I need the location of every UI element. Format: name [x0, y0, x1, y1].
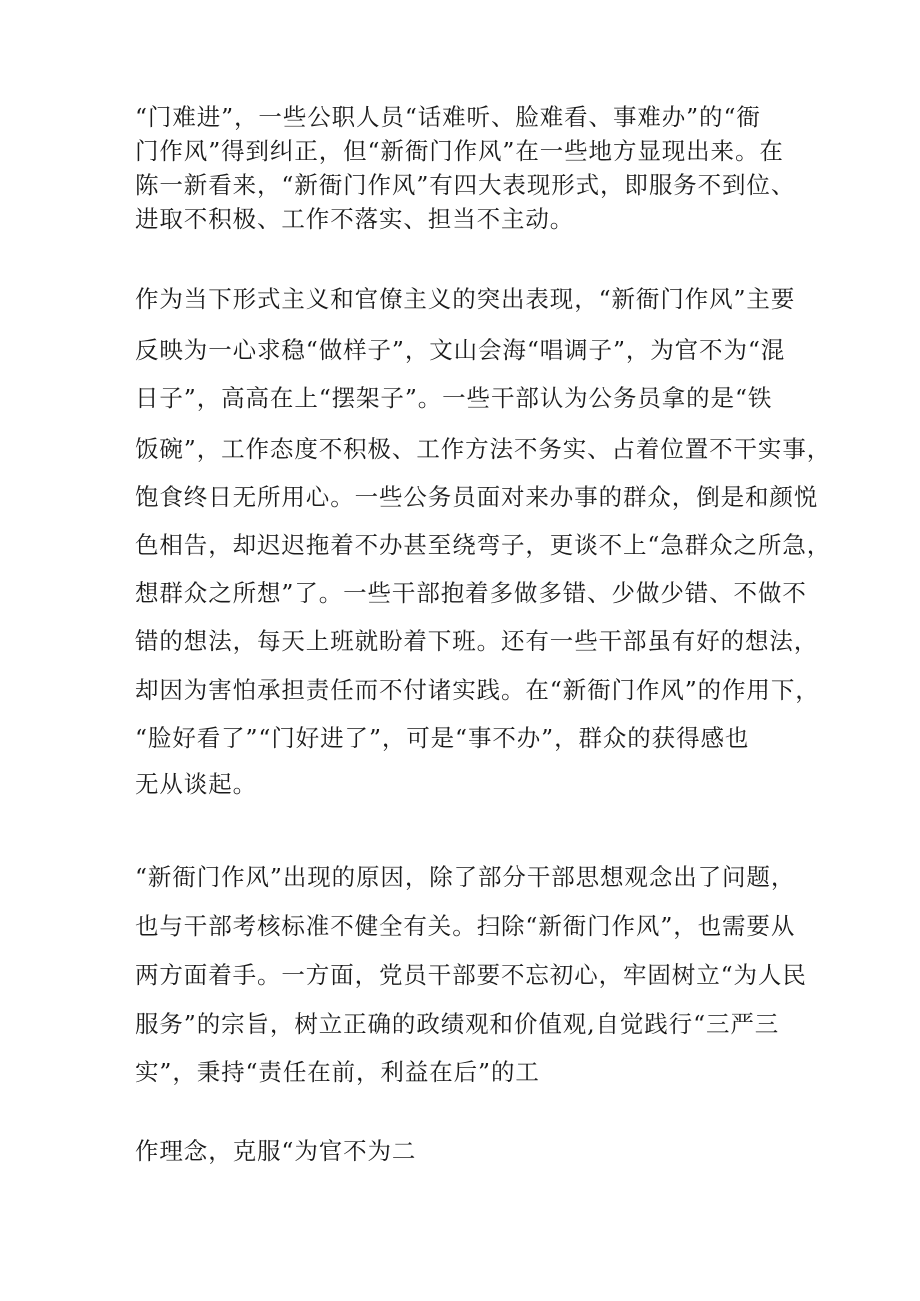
text-line: “新衙门作风”出现的原因，除了部分干部思想观念出了问题，: [135, 863, 796, 891]
text-line: 想群众之所想”了。一些干部抱着多做多错、少做少错、不做不: [135, 579, 807, 607]
text-line: 作理念，克服“为官不为二: [135, 1137, 417, 1165]
text-line: 却因为害怕承担责任而不付诸实践。在“新衙门作风”的作用下，: [135, 676, 820, 704]
text-line: 无从谈起。: [135, 770, 257, 798]
text-line: 日子”，高高在上“摆架子”。一些干部认为公务员拿的是“铁: [135, 384, 773, 412]
text-line: 服务”的宗旨，树立正确的政绩观和价值观,自觉践行“三严三: [135, 1010, 780, 1038]
text-line: 实”，秉持“责任在前，利益在后”的工: [135, 1058, 540, 1086]
text-line: 饭碗”，工作态度不积极、工作方法不务实、占着位置不干实事，: [135, 435, 832, 463]
text-line: 反映为一心求稳“做样子”，文山会海“唱调子”，为官不为“混: [135, 336, 786, 364]
text-line: 两方面着手。一方面，党员干部要不忘初心，牢固树立“为人民: [135, 961, 807, 989]
text-line: “脸好看了”“门好进了”，可是“事不办”，群众的获得感也: [135, 724, 750, 752]
text-line: 色相告，却迟迟拖着不办甚至绕弯子，更谈不上“急群众之所急，: [135, 531, 832, 559]
text-line: 也与干部考核标准不健全有关。扫除“新衙门作风”，也需要从: [135, 912, 796, 940]
text-line: 饱食终日无所用心。一些公务员面对来办事的群众，倒是和颜悦: [135, 483, 819, 511]
text-line: “门难进”，一些公职人员“话难听、脸难看、事难办”的“衙: [135, 103, 761, 131]
text-line: 作为当下形式主义和官僚主义的突出表现，“新衙门作风”主要: [135, 285, 796, 313]
text-line: 陈一新看来，“新衙门作风”有四大表现形式，即服务不到位、: [135, 171, 796, 199]
text-line: 进取不积极、工作不落实、担当不主动。: [135, 205, 575, 233]
text-line: 门作风”得到纠正，但“新衙门作风”在一些地方显现出来。在: [135, 137, 784, 165]
text-line: 错的想法，每天上班就盼着下班。还有一些干部虽有好的想法，: [135, 627, 819, 655]
